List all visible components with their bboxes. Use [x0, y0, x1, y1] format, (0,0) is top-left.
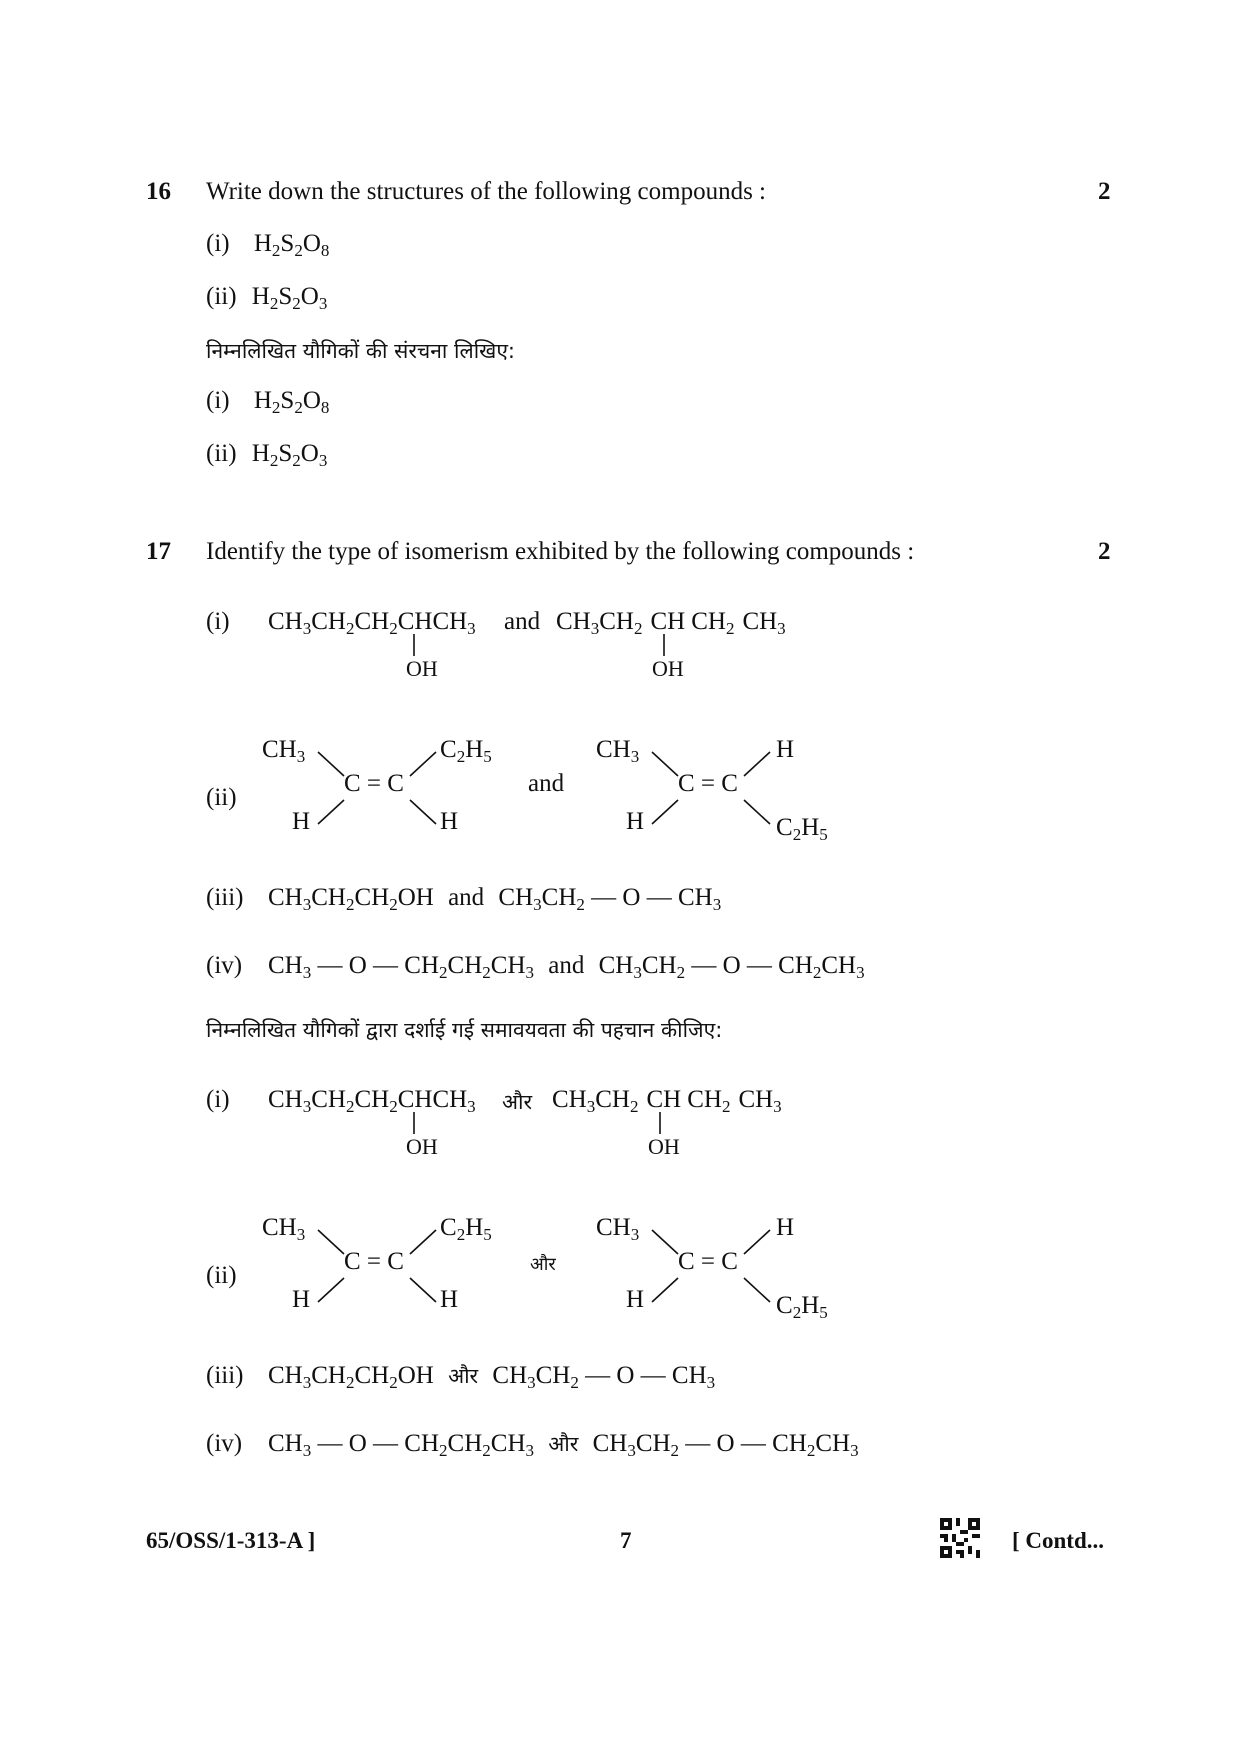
bond-line [318, 800, 348, 826]
question-number-17: 17 [146, 538, 171, 565]
formula-pentan-2-ol: $CH_3CH_2CH_2CHCH_3$ [268, 1086, 476, 1116]
formula-pentan-3-ol: $CH_3CH_2$ CH $CH_2$ $CH_3$ [556, 608, 786, 638]
bond-line [652, 1230, 682, 1256]
bond-line [318, 1278, 348, 1304]
and-text-hindi: और [502, 1090, 533, 1114]
item-label: (i) [206, 387, 230, 414]
formula-iii-hi: $CH_3CH_2CH_2OH$ और $CH_3CH_2$ — O — $CH_3$ [268, 1362, 716, 1392]
bond-line [318, 752, 348, 778]
question-number-16: 16 [146, 178, 171, 205]
bond-line [652, 1278, 682, 1304]
bond-line [410, 1278, 440, 1304]
c2h5-group: $C_2H_5$ [440, 736, 492, 766]
q17-label-iii-hi: (iii) [206, 1362, 244, 1389]
page-number: 7 [620, 1528, 632, 1553]
oh-group: OH [406, 1134, 438, 1159]
bond-line [652, 800, 682, 826]
question-17-marks: 2 [1098, 538, 1111, 565]
formula-h2s2o3: $H_2S_2O_3$ [251, 440, 328, 470]
q17-label-iii-en: (iii) [206, 884, 244, 911]
c2h5-group: $C_2H_5$ [776, 814, 828, 844]
bond-line [652, 752, 682, 778]
q17-label-i-en: (i) [206, 608, 230, 635]
bond-line [412, 1112, 416, 1134]
q16-item-hi-2 [206, 440, 327, 468]
h-atom: H [776, 736, 795, 763]
question-17-text-hindi: निम्नलिखित यौगिकों द्वारा दर्शाई गई समावयवता की पहचान कीजिए: [206, 1018, 723, 1042]
formula-h2s2o8: $H_2S_2O_8$ [253, 387, 330, 417]
and-text-hindi: और [530, 1254, 556, 1275]
h-atom: H [292, 808, 311, 835]
h-atom: H [440, 1286, 459, 1313]
q17-label-i-hi: (i) [206, 1086, 230, 1113]
formula-h2s2o3: $H_2S_2O_3$ [251, 283, 328, 313]
ch3-group: $CH_3$ [596, 1214, 640, 1244]
h-atom: H [626, 808, 645, 835]
paper-code: 65/OSS/1-313-A ] [146, 1528, 316, 1553]
bond-line [744, 800, 774, 826]
oh-group: OH [652, 656, 684, 681]
and-text: and [504, 608, 541, 635]
double-bond: C = C [344, 1248, 404, 1275]
bond-line [410, 752, 440, 778]
item-label: (ii) [206, 283, 237, 310]
formula-h2s2o8: $H_2S_2O_8$ [253, 230, 330, 260]
question-16-text-hindi: निम्नलिखित यौगिकों की संरचना लिखिए: [206, 339, 516, 363]
bond-line [662, 634, 666, 656]
continued-marker: [ Contd... [1012, 1528, 1105, 1553]
bond-line [318, 1230, 348, 1256]
double-bond: C = C [344, 770, 404, 797]
oh-group: OH [406, 656, 438, 681]
ch3-group: $CH_3$ [596, 736, 640, 766]
h-atom: H [776, 1214, 795, 1241]
h-atom: H [440, 808, 459, 835]
q17-label-iv-en: (iv) [206, 952, 243, 979]
formula-iv-en: $CH_3$ — O — $CH_2CH_2CH_3$ and $CH_3CH_2$ — O — $CH_2CH_3$ [268, 952, 865, 982]
formula-pentan-3-ol: $CH_3CH_2$ CH $CH_2$ $CH_3$ [552, 1086, 782, 1116]
q16-item-hi-1 [206, 387, 329, 415]
item-label: (i) [206, 230, 230, 257]
qr-code-icon [940, 1518, 980, 1558]
bond-line [744, 1278, 774, 1304]
item-label: (ii) [206, 440, 237, 467]
and-text: and [528, 770, 565, 797]
bond-line [410, 800, 440, 826]
formula-iii-en: $CH_3CH_2CH_2OH$ and $CH_3CH_2$ — O — $CH_3$ [268, 884, 722, 914]
question-17-text: Identify the type of isomerism exhibited by the following compounds : [206, 538, 915, 565]
ch3-group: $CH_3$ [262, 736, 306, 766]
q17-label-ii-en: (ii) [206, 784, 237, 811]
question-16-marks: 2 [1098, 178, 1111, 205]
q17-label-ii-hi: (ii) [206, 1262, 237, 1289]
question-16-text: Write down the structures of the following compounds : [206, 178, 766, 205]
h-atom: H [626, 1286, 645, 1313]
q16-item-en-2 [206, 283, 327, 311]
oh-group: OH [648, 1134, 680, 1159]
double-bond: C = C [678, 770, 738, 797]
h-atom: H [292, 1286, 311, 1313]
q16-item-en-1 [206, 230, 329, 258]
bond-line [412, 634, 416, 656]
double-bond: C = C [678, 1248, 738, 1275]
ch3-group: $CH_3$ [262, 1214, 306, 1244]
bond-line [744, 1230, 774, 1256]
formula-pentan-2-ol: $CH_3CH_2CH_2CHCH_3$ [268, 608, 476, 638]
c2h5-group: $C_2H_5$ [440, 1214, 492, 1244]
formula-iv-hi: $CH_3$ — O — $CH_2CH_2CH_3$ और $CH_3CH_2$ — O — $CH_2CH_3$ [268, 1430, 859, 1460]
c2h5-group: $C_2H_5$ [776, 1292, 828, 1322]
q17-label-iv-hi: (iv) [206, 1430, 243, 1457]
bond-line [658, 1112, 662, 1134]
bond-line [410, 1230, 440, 1256]
bond-line [744, 752, 774, 778]
